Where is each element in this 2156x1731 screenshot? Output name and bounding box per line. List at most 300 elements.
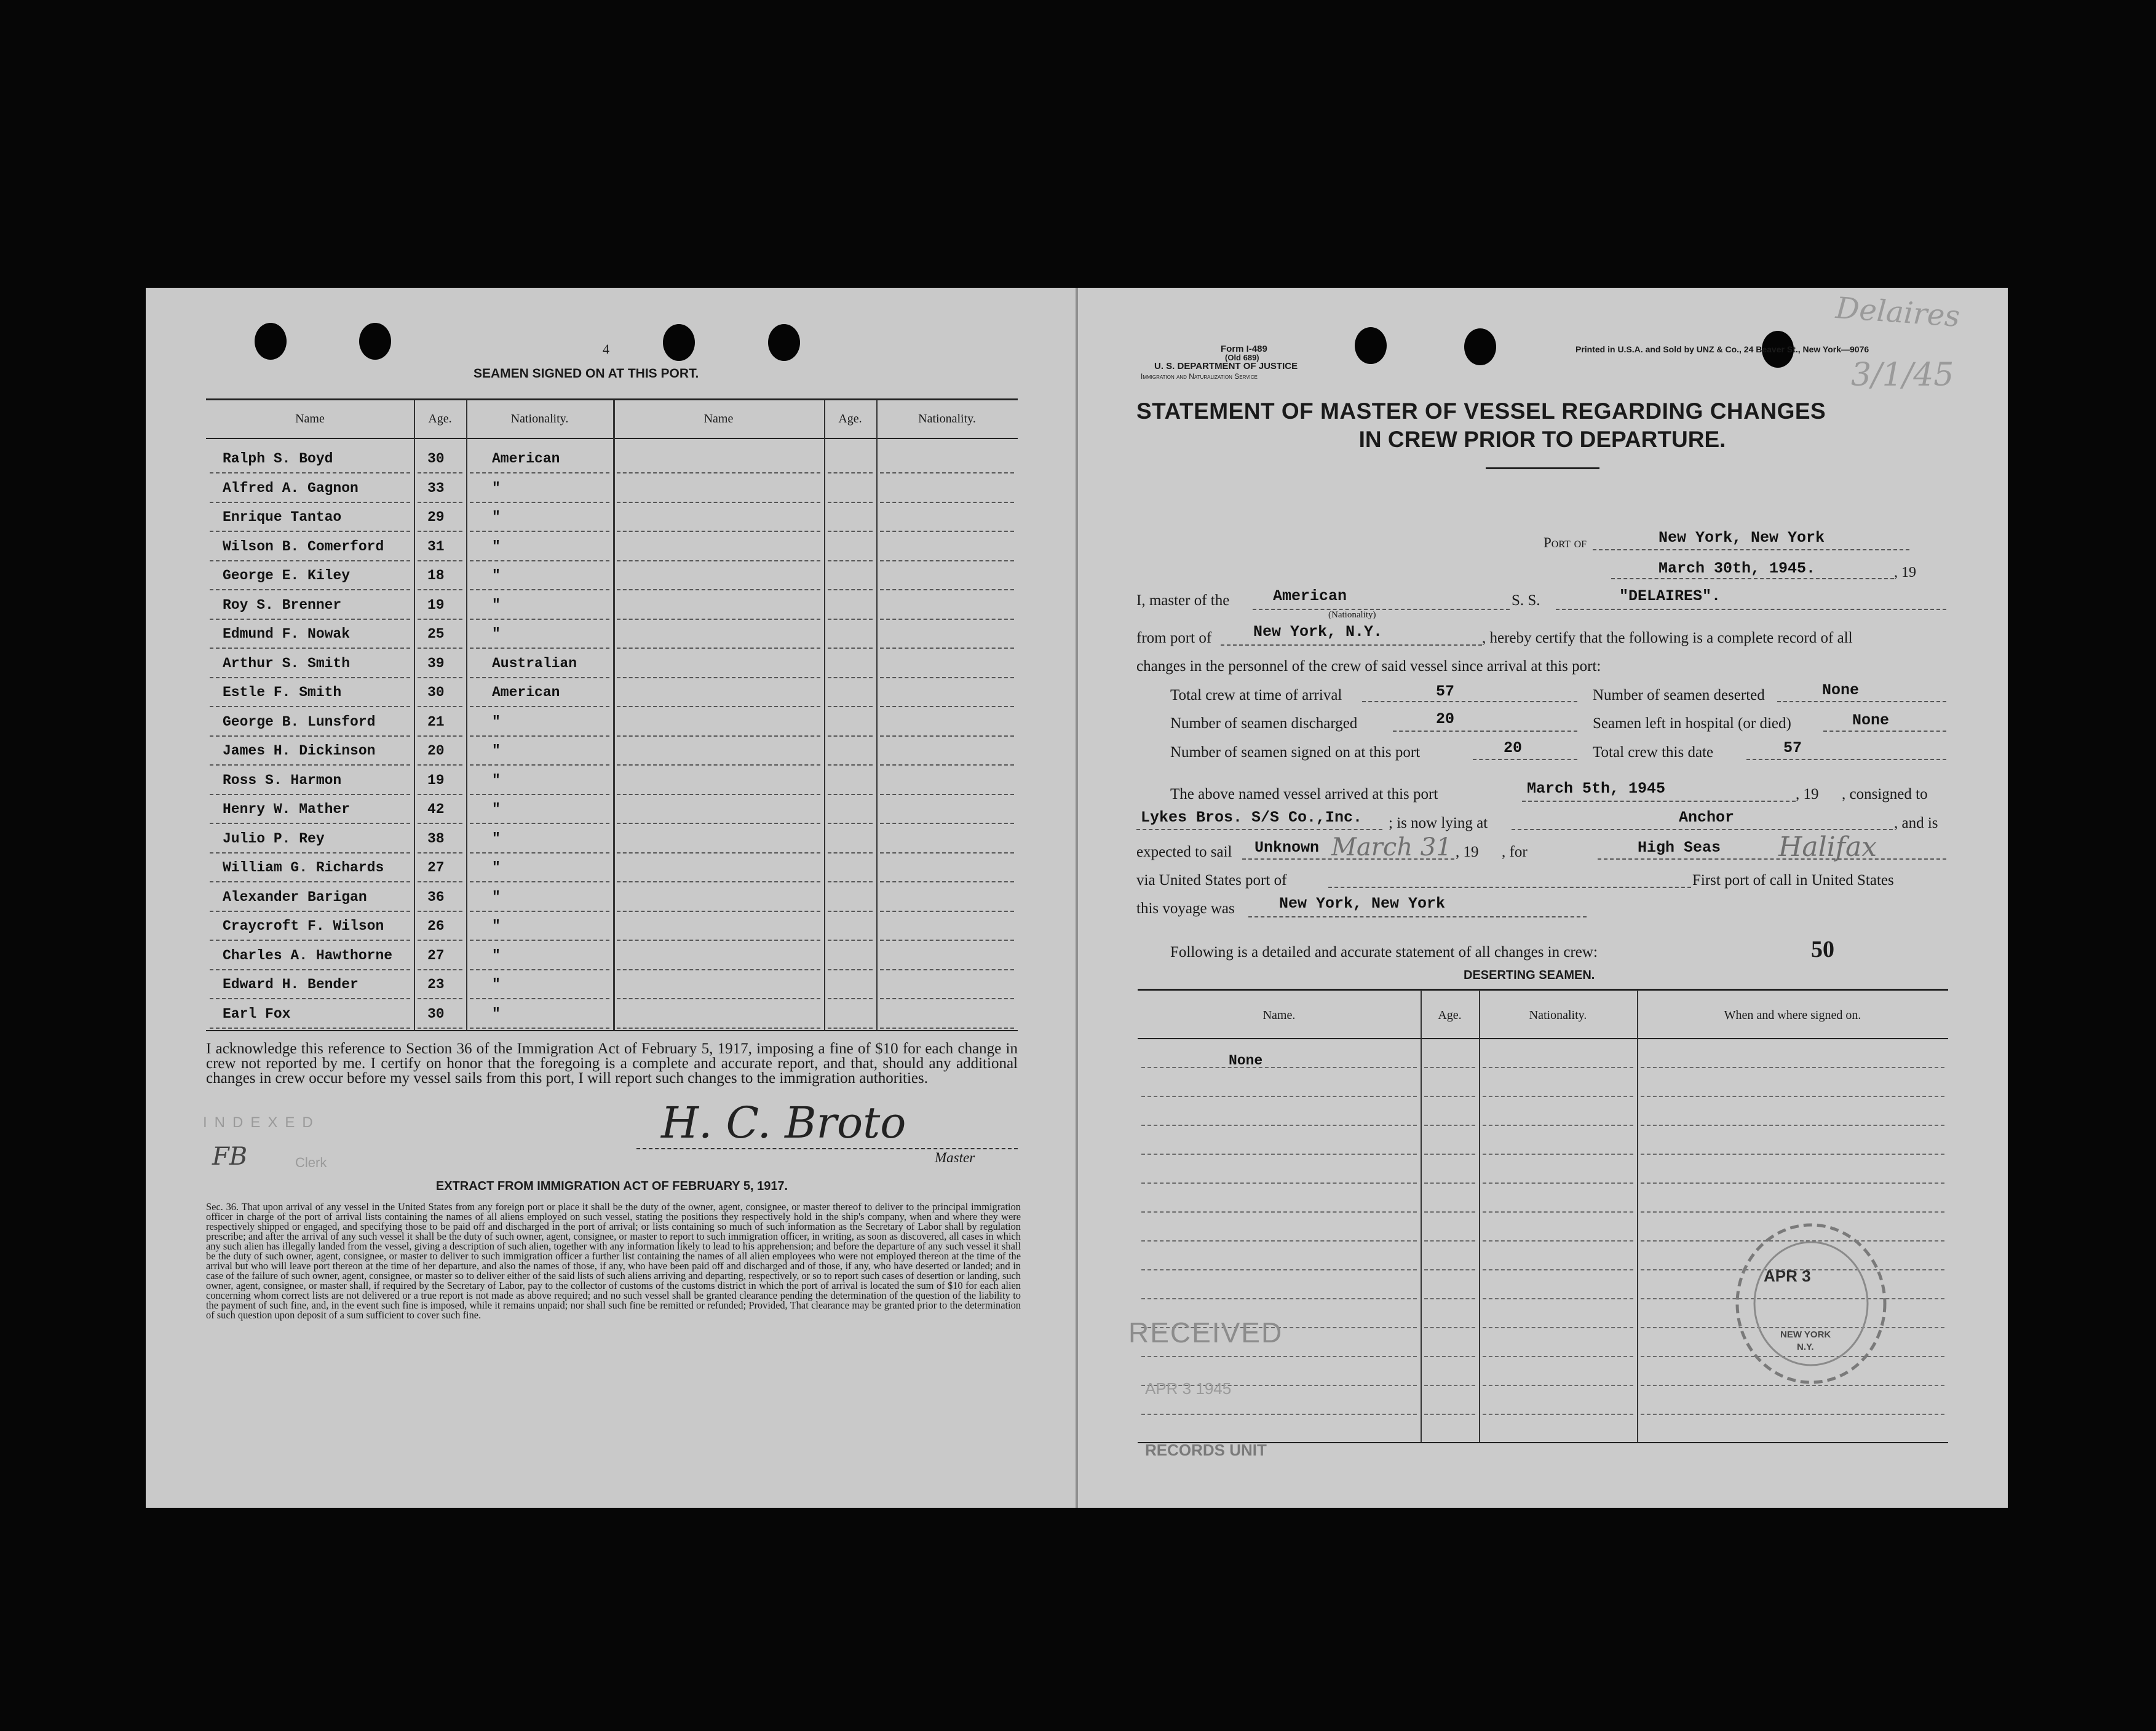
- row-rule: [470, 560, 609, 561]
- row-rule: [418, 911, 462, 912]
- binder-hole: [1464, 328, 1496, 365]
- row-rule: [880, 560, 1014, 561]
- seaman-nationality: ": [492, 509, 501, 525]
- extract-heading: EXTRACT FROM IMMIGRATION ACT OF FEBRUARY 5, 1917.: [435, 1179, 788, 1193]
- total-arrival-line: [1362, 701, 1577, 702]
- row-rule: [880, 794, 1014, 795]
- deserting-col-name: Name.: [1262, 1008, 1296, 1022]
- seaman-name: Enrique Tantao: [223, 509, 342, 525]
- binder-hole: [1355, 327, 1387, 364]
- destination-line: [1598, 858, 1946, 860]
- row-rule: [828, 940, 873, 941]
- row-rule: [828, 706, 873, 707]
- row-rule: [880, 1028, 1014, 1029]
- deserting-table-header-rule: [1138, 1038, 1948, 1039]
- deserting-col-age: Age.: [1438, 1008, 1462, 1022]
- seaman-name: Alexander Barigan: [223, 889, 367, 905]
- deserting-row-rule: [1483, 1414, 1633, 1415]
- seaman-age: 26: [427, 918, 445, 934]
- seaman-age: 30: [427, 684, 445, 700]
- seaman-name: Arthur S. Smith: [223, 655, 351, 671]
- deserting-row-rule: [1641, 1067, 1944, 1068]
- round-stamp-state: N.Y.: [1797, 1342, 1814, 1352]
- col-divider: [1637, 990, 1638, 1442]
- deserted-label: Number of seamen deserted: [1593, 687, 1765, 703]
- deserting-row-rule: [1424, 1096, 1475, 1097]
- col-divider: [876, 400, 878, 1030]
- deserting-row-rule: [1641, 1096, 1944, 1097]
- row-rule: [470, 648, 609, 649]
- row-rule: [880, 911, 1014, 912]
- row-rule: [418, 735, 462, 737]
- change-count: 50: [1811, 937, 1834, 962]
- from-port-label: from port of: [1136, 630, 1212, 646]
- seaman-nationality: American: [492, 684, 560, 700]
- deserting-row-rule: [1424, 1240, 1475, 1242]
- deserting-row-rule: [1141, 1182, 1417, 1184]
- nationality-caption: (Nationality): [1328, 610, 1376, 620]
- total-date-line: [1746, 759, 1946, 760]
- deserting-row-rule: [1641, 1154, 1944, 1155]
- deserting-row-rule: [1141, 1414, 1417, 1415]
- deserting-row-rule: [1483, 1298, 1633, 1299]
- seaman-age: 27: [427, 860, 445, 876]
- service-name: Immigration and Naturalization Service: [1141, 372, 1258, 381]
- deserting-row-rule: [1141, 1096, 1417, 1097]
- master-label: Master: [935, 1150, 975, 1165]
- row-rule: [418, 531, 462, 532]
- discharged-value: 20: [1436, 710, 1455, 728]
- row-rule: [828, 852, 873, 854]
- row-rule: [828, 764, 873, 766]
- row-rule: [617, 794, 820, 795]
- row-rule: [210, 852, 410, 854]
- row-rule: [880, 735, 1014, 737]
- master-of-label: I, master of the: [1136, 592, 1230, 609]
- row-rule: [470, 735, 609, 737]
- seaman-name: Ralph S. Boyd: [223, 451, 333, 467]
- consignee-value: Lykes Bros. S/S Co.,Inc.: [1141, 809, 1363, 826]
- deserting-row-rule: [1424, 1298, 1475, 1299]
- col-header-name: Name: [295, 412, 325, 426]
- row-rule: [418, 589, 462, 590]
- voyage-line: [1248, 916, 1587, 917]
- title-underline: [1486, 467, 1599, 469]
- row-rule: [418, 560, 462, 561]
- row-rule: [418, 619, 462, 620]
- row-rule: [617, 911, 820, 912]
- deserting-row-rule: [1424, 1414, 1475, 1415]
- form-old-number: (Old 689): [1225, 353, 1259, 362]
- hospital-value: None: [1852, 711, 1890, 729]
- binder-hole: [255, 323, 287, 360]
- row-rule: [210, 589, 410, 590]
- total-date-label: Total crew this date: [1593, 744, 1714, 761]
- col-divider: [466, 400, 467, 1030]
- row-rule: [828, 472, 873, 473]
- row-rule: [210, 911, 410, 912]
- row-rule: [617, 531, 820, 532]
- row-rule: [418, 852, 462, 854]
- row-rule: [418, 794, 462, 795]
- row-rule: [470, 881, 609, 882]
- page-number: 4: [603, 341, 609, 357]
- deserting-row-rule: [1424, 1385, 1475, 1386]
- row-rule: [617, 472, 820, 473]
- row-rule: [828, 823, 873, 824]
- row-rule: [880, 677, 1014, 678]
- row-rule: [470, 589, 609, 590]
- row-rule: [210, 881, 410, 882]
- seaman-name: William G. Richards: [223, 860, 384, 876]
- voyage-value: New York, New York: [1279, 895, 1446, 913]
- row-rule: [210, 735, 410, 737]
- row-rule: [617, 560, 820, 561]
- col-divider: [414, 400, 415, 1030]
- row-rule: [880, 472, 1014, 473]
- seaman-nationality: ": [492, 1005, 501, 1022]
- seaman-nationality: ": [492, 743, 501, 759]
- deserting-row-rule: [1483, 1327, 1633, 1328]
- deserting-row-rule: [1424, 1067, 1475, 1068]
- round-stamp-date: APR 3: [1764, 1267, 1811, 1285]
- signed-on-label: Number of seamen signed on at this port: [1170, 744, 1421, 761]
- row-rule: [828, 677, 873, 678]
- seaman-nationality: ": [492, 918, 501, 934]
- row-rule: [617, 823, 820, 824]
- seaman-nationality: ": [492, 976, 501, 992]
- row-rule: [210, 969, 410, 970]
- first-port-label: First port of call in United States: [1692, 872, 1894, 889]
- row-rule: [880, 940, 1014, 941]
- seaman-name: Edmund F. Nowak: [223, 626, 351, 642]
- deserting-table-top: [1138, 989, 1948, 991]
- deserting-row-rule: [1483, 1269, 1633, 1270]
- arrived-value: March 5th, 1945: [1527, 780, 1666, 798]
- row-rule: [828, 619, 873, 620]
- seaman-name: Charles A. Hawthorne: [223, 947, 393, 964]
- row-rule: [828, 648, 873, 649]
- row-rule: [617, 969, 820, 970]
- row-rule: [828, 794, 873, 795]
- deserting-row-rule: [1483, 1096, 1633, 1097]
- row-rule: [210, 502, 410, 503]
- deserted-value: None: [1822, 681, 1860, 699]
- deserting-entry: None: [1229, 1053, 1263, 1069]
- row-rule: [828, 998, 873, 999]
- and-is-label: , and is: [1894, 815, 1938, 831]
- deserting-col-when: When and where signed on.: [1724, 1008, 1861, 1022]
- row-rule: [470, 502, 609, 503]
- printer-line: Printed in U.S.A. and Sold by UNZ & Co., 24 Beaver St., New York—9076: [1575, 344, 1869, 354]
- date-year-prefix: , 19: [1894, 564, 1916, 580]
- deserting-row-rule: [1483, 1154, 1633, 1155]
- row-rule: [470, 472, 609, 473]
- deserting-heading: DESERTING SEAMEN.: [1464, 968, 1595, 982]
- row-rule: [470, 998, 609, 999]
- seaman-age: 31: [427, 538, 445, 555]
- row-rule: [880, 706, 1014, 707]
- seaman-age: 29: [427, 509, 445, 525]
- destination-handwritten: Halifax: [1778, 831, 1877, 863]
- deserting-row-rule: [1483, 1182, 1633, 1184]
- voyage-label: this voyage was: [1136, 900, 1235, 917]
- row-rule: [470, 677, 609, 678]
- row-rule: [828, 1028, 873, 1029]
- col-divider: [1479, 990, 1480, 1442]
- binder-hole: [663, 324, 695, 361]
- department-name: U. S. DEPARTMENT OF JUSTICE: [1154, 361, 1298, 371]
- seaman-age: 30: [427, 1005, 445, 1022]
- row-rule: [210, 531, 410, 532]
- via-line: [1328, 887, 1691, 888]
- seaman-age: 39: [427, 655, 445, 671]
- date-value: March 30th, 1945.: [1659, 560, 1816, 577]
- row-rule: [617, 619, 820, 620]
- total-arrival-label: Total crew at time of arrival: [1170, 687, 1342, 703]
- row-rule: [617, 648, 820, 649]
- expected-line: [1242, 858, 1454, 860]
- deserting-row-rule: [1483, 1385, 1633, 1386]
- seaman-age: 19: [427, 596, 445, 613]
- arrived-line: [1522, 801, 1796, 802]
- col-header-nationality-2: Nationality.: [918, 412, 976, 426]
- seaman-age: 20: [427, 743, 445, 759]
- row-rule: [418, 969, 462, 970]
- row-rule: [210, 998, 410, 999]
- row-rule: [880, 881, 1014, 882]
- seaman-nationality: ": [492, 538, 501, 555]
- via-label: via United States port of: [1136, 872, 1287, 889]
- seaman-name: Julio P. Rey: [223, 830, 325, 847]
- row-rule: [470, 619, 609, 620]
- row-rule: [210, 823, 410, 824]
- margin-note-date: 3/1/45: [1851, 357, 1954, 394]
- deserting-row-rule: [1483, 1211, 1633, 1213]
- table-bottom-rule: [206, 1030, 1018, 1031]
- row-rule: [418, 502, 462, 503]
- deserting-row-rule: [1641, 1211, 1944, 1213]
- col-divider: [613, 400, 615, 1030]
- col-header-name-2: Name: [703, 412, 734, 426]
- seaman-age: 19: [427, 772, 445, 788]
- deserting-row-rule: [1141, 1298, 1417, 1299]
- seaman-nationality: ": [492, 801, 501, 817]
- seaman-nationality: ": [492, 772, 501, 788]
- deserting-row-rule: [1141, 1269, 1417, 1270]
- vessel-name: "DELAIRES".: [1619, 587, 1721, 605]
- row-rule: [880, 531, 1014, 532]
- received-date: APR 3 1945: [1145, 1379, 1232, 1398]
- seaman-age: 18: [427, 568, 445, 584]
- nationality-line: [1253, 609, 1510, 610]
- seaman-name: Edward H. Bender: [223, 976, 359, 992]
- deserting-row-rule: [1141, 1067, 1417, 1068]
- seaman-age: 21: [427, 713, 445, 730]
- row-rule: [418, 881, 462, 882]
- row-rule: [828, 881, 873, 882]
- row-rule: [880, 969, 1014, 970]
- row-rule: [470, 1028, 609, 1029]
- row-rule: [828, 911, 873, 912]
- seaman-nationality: American: [492, 451, 560, 467]
- row-rule: [418, 1028, 462, 1029]
- seaman-nationality: ": [492, 860, 501, 876]
- seaman-age: 27: [427, 947, 445, 964]
- deserting-row-rule: [1424, 1327, 1475, 1328]
- signed-on-line: [1473, 759, 1577, 760]
- row-rule: [828, 735, 873, 737]
- seaman-name: Estle F. Smith: [223, 684, 342, 700]
- seaman-name: George E. Kiley: [223, 568, 351, 584]
- row-rule: [828, 589, 873, 590]
- deserting-row-rule: [1483, 1125, 1633, 1126]
- round-date-stamp: [1728, 1214, 1894, 1393]
- extract-text: Sec. 36. That upon arrival of any vessel in the United States from any foreign port or place it shall be the duty of the owner, agent, consignee, or master thereof to deliver to the principal immigration officer in charge of the port of arrival lists containing the names of all aliens employed on such vessel, stating the positions they respectively hold in the ship's company, when and where they were respectively shipped or engaged, and specifying those to be paid off and discharged in the port of arrival; or lists containing so much of such information as the Secretary of Labor shall by regulation prescribe; and after the arrival of any such vessel it shall be the duty of such owner, agent, consignee, or master to report to such immigration officer, in writing, as soon as discovered, all cases in which any such alien has illegally landed from the vessel, giving a description of such alien, together with any information likely to lead to his apprehension; and before the departure of any such vessel it shall be the duty of such owner, agent, consignee, or master to deliver to such immigration officer a further list containing the names of all alien employees who were not employed thereon at the time of the arrival but who will leave port thereon at the time of her departure, and also the names of those, if any, who have been paid off and discharged and of those, if any, who have deserted or landed; and in case of the failure of such owner, agent, consignee, or master so to deliver either of the said lists of such aliens arriving and departing, respectively, or so to report such cases of desertion or landing, such owner, agent, consignee, or master shall, if required by the Secretary of Labor, pay to the collector of customs of the customs district in which the port of arrival is located the sum of $10 for each alien concerning whom correct lists are not delivered or a true report is not made as above required; and no such vessel shall be granted clearance pending the determination of the question of the liability to the payment of such fine, and, in the event such fine is imposed, while it remains unpaid; nor shall such fine be remitted or refunded; Provided, That clearance may be granted prior to the determination of such question upon deposit of a sum sufficient to cover such fine.: [206, 1201, 1021, 1321]
- deserted-line: [1777, 701, 1946, 702]
- col-header-age-2: Age.: [838, 412, 862, 426]
- row-rule: [880, 619, 1014, 620]
- row-rule: [617, 940, 820, 941]
- from-port-value: New York, N.Y.: [1253, 623, 1383, 641]
- seaman-nationality: ": [492, 626, 501, 642]
- row-rule: [470, 852, 609, 854]
- expected-handwritten: March 31: [1331, 833, 1452, 862]
- row-rule: [470, 706, 609, 707]
- deserting-row-rule: [1141, 1125, 1417, 1126]
- deserting-row-rule: [1424, 1211, 1475, 1213]
- seaman-name: Earl Fox: [223, 1005, 291, 1022]
- row-rule: [418, 648, 462, 649]
- deserting-row-rule: [1641, 1414, 1944, 1415]
- seaman-name: Wilson B. Comerford: [223, 538, 384, 555]
- consigned-label: , 19 , consigned to: [1796, 786, 1928, 802]
- row-rule: [470, 940, 609, 941]
- row-rule: [617, 589, 820, 590]
- row-rule: [418, 823, 462, 824]
- table-top-rule: [206, 398, 1018, 400]
- clerk-initials: FB: [212, 1143, 248, 1171]
- row-rule: [880, 589, 1014, 590]
- margin-note-vessel: Delaires: [1834, 291, 1961, 334]
- received-stamp: RECEIVED: [1128, 1317, 1283, 1349]
- row-rule: [617, 677, 820, 678]
- consignee-line: [1136, 829, 1382, 830]
- signature-line: [636, 1148, 1018, 1149]
- following-text: Following is a detailed and accurate statement of all changes in crew:: [1170, 944, 1598, 961]
- col-divider: [1421, 990, 1422, 1442]
- row-rule: [418, 940, 462, 941]
- seaman-nationality: ": [492, 480, 501, 496]
- seaman-name: Craycroft F. Wilson: [223, 918, 384, 934]
- row-rule: [617, 502, 820, 503]
- seaman-nationality: ": [492, 596, 501, 613]
- seaman-nationality: Australian: [492, 655, 577, 671]
- seaman-nationality: ": [492, 568, 501, 584]
- deserting-row-rule: [1424, 1182, 1475, 1184]
- deserting-row-rule: [1141, 1154, 1417, 1155]
- row-rule: [617, 852, 820, 854]
- arrived-label: The above named vessel arrived at this port: [1170, 786, 1438, 802]
- row-rule: [418, 677, 462, 678]
- seaman-age: 30: [427, 451, 445, 467]
- row-rule: [617, 998, 820, 999]
- clerk-label: Clerk: [295, 1155, 327, 1170]
- destination-typed: High Seas: [1638, 839, 1721, 857]
- row-rule: [617, 1028, 820, 1029]
- seaman-name: Alfred A. Gagnon: [223, 480, 359, 496]
- indexed-stamp: INDEXED: [203, 1114, 320, 1131]
- port-label: Port of: [1544, 535, 1587, 550]
- hospital-line: [1823, 731, 1946, 732]
- row-rule: [828, 560, 873, 561]
- col-header-age: Age.: [428, 412, 452, 426]
- binder-hole: [359, 323, 391, 360]
- row-rule: [880, 998, 1014, 999]
- row-rule: [210, 619, 410, 620]
- row-rule: [210, 560, 410, 561]
- seaman-age: 36: [427, 889, 445, 905]
- row-rule: [470, 911, 609, 912]
- deserting-row-rule: [1424, 1125, 1475, 1126]
- nationality-value: American: [1273, 587, 1347, 605]
- seaman-nationality: ": [492, 713, 501, 730]
- seaman-name: George B. Lunsford: [223, 713, 376, 730]
- row-rule: [418, 706, 462, 707]
- records-unit-stamp: RECORDS UNIT: [1145, 1441, 1267, 1459]
- deserting-row-rule: [1483, 1356, 1633, 1357]
- seaman-nationality: ": [492, 830, 501, 847]
- deserting-row-rule: [1483, 1067, 1633, 1068]
- discharged-line: [1393, 731, 1577, 732]
- vessel-line: [1556, 609, 1946, 610]
- discharged-label: Number of seamen discharged: [1170, 715, 1358, 732]
- row-rule: [210, 472, 410, 473]
- seaman-age: 33: [427, 480, 445, 496]
- row-rule: [210, 1028, 410, 1029]
- expected-typed: Unknown: [1254, 839, 1320, 857]
- seaman-name: Roy S. Brenner: [223, 596, 342, 613]
- row-rule: [880, 502, 1014, 503]
- seaman-name: James H. Dickinson: [223, 743, 376, 759]
- row-rule: [210, 706, 410, 707]
- signed-on-value: 20: [1504, 739, 1523, 757]
- changes-text: changes in the personnel of the crew of said vessel since arrival at this port:: [1136, 658, 1601, 675]
- row-rule: [617, 881, 820, 882]
- row-rule: [880, 852, 1014, 854]
- seaman-name: Henry W. Mather: [223, 801, 351, 817]
- row-rule: [880, 823, 1014, 824]
- row-rule: [470, 794, 609, 795]
- deserting-row-rule: [1424, 1269, 1475, 1270]
- row-rule: [880, 764, 1014, 766]
- row-rule: [210, 764, 410, 766]
- seaman-age: 23: [427, 976, 445, 992]
- row-rule: [470, 764, 609, 766]
- expected-label: expected to sail: [1136, 844, 1232, 860]
- row-rule: [210, 940, 410, 941]
- seaman-age: 42: [427, 801, 445, 817]
- deserting-row-rule: [1641, 1125, 1944, 1126]
- row-rule: [880, 648, 1014, 649]
- form-title-line-2: IN CREW PRIOR TO DEPARTURE.: [1358, 427, 1726, 452]
- lying-label: ; is now lying at: [1389, 815, 1488, 831]
- row-rule: [828, 502, 873, 503]
- form-title-line-1: STATEMENT OF MASTER OF VESSEL REGARDING CHANGES: [1136, 398, 1826, 424]
- deserting-row-rule: [1424, 1154, 1475, 1155]
- binder-hole: [768, 324, 800, 361]
- deserting-row-rule: [1141, 1240, 1417, 1242]
